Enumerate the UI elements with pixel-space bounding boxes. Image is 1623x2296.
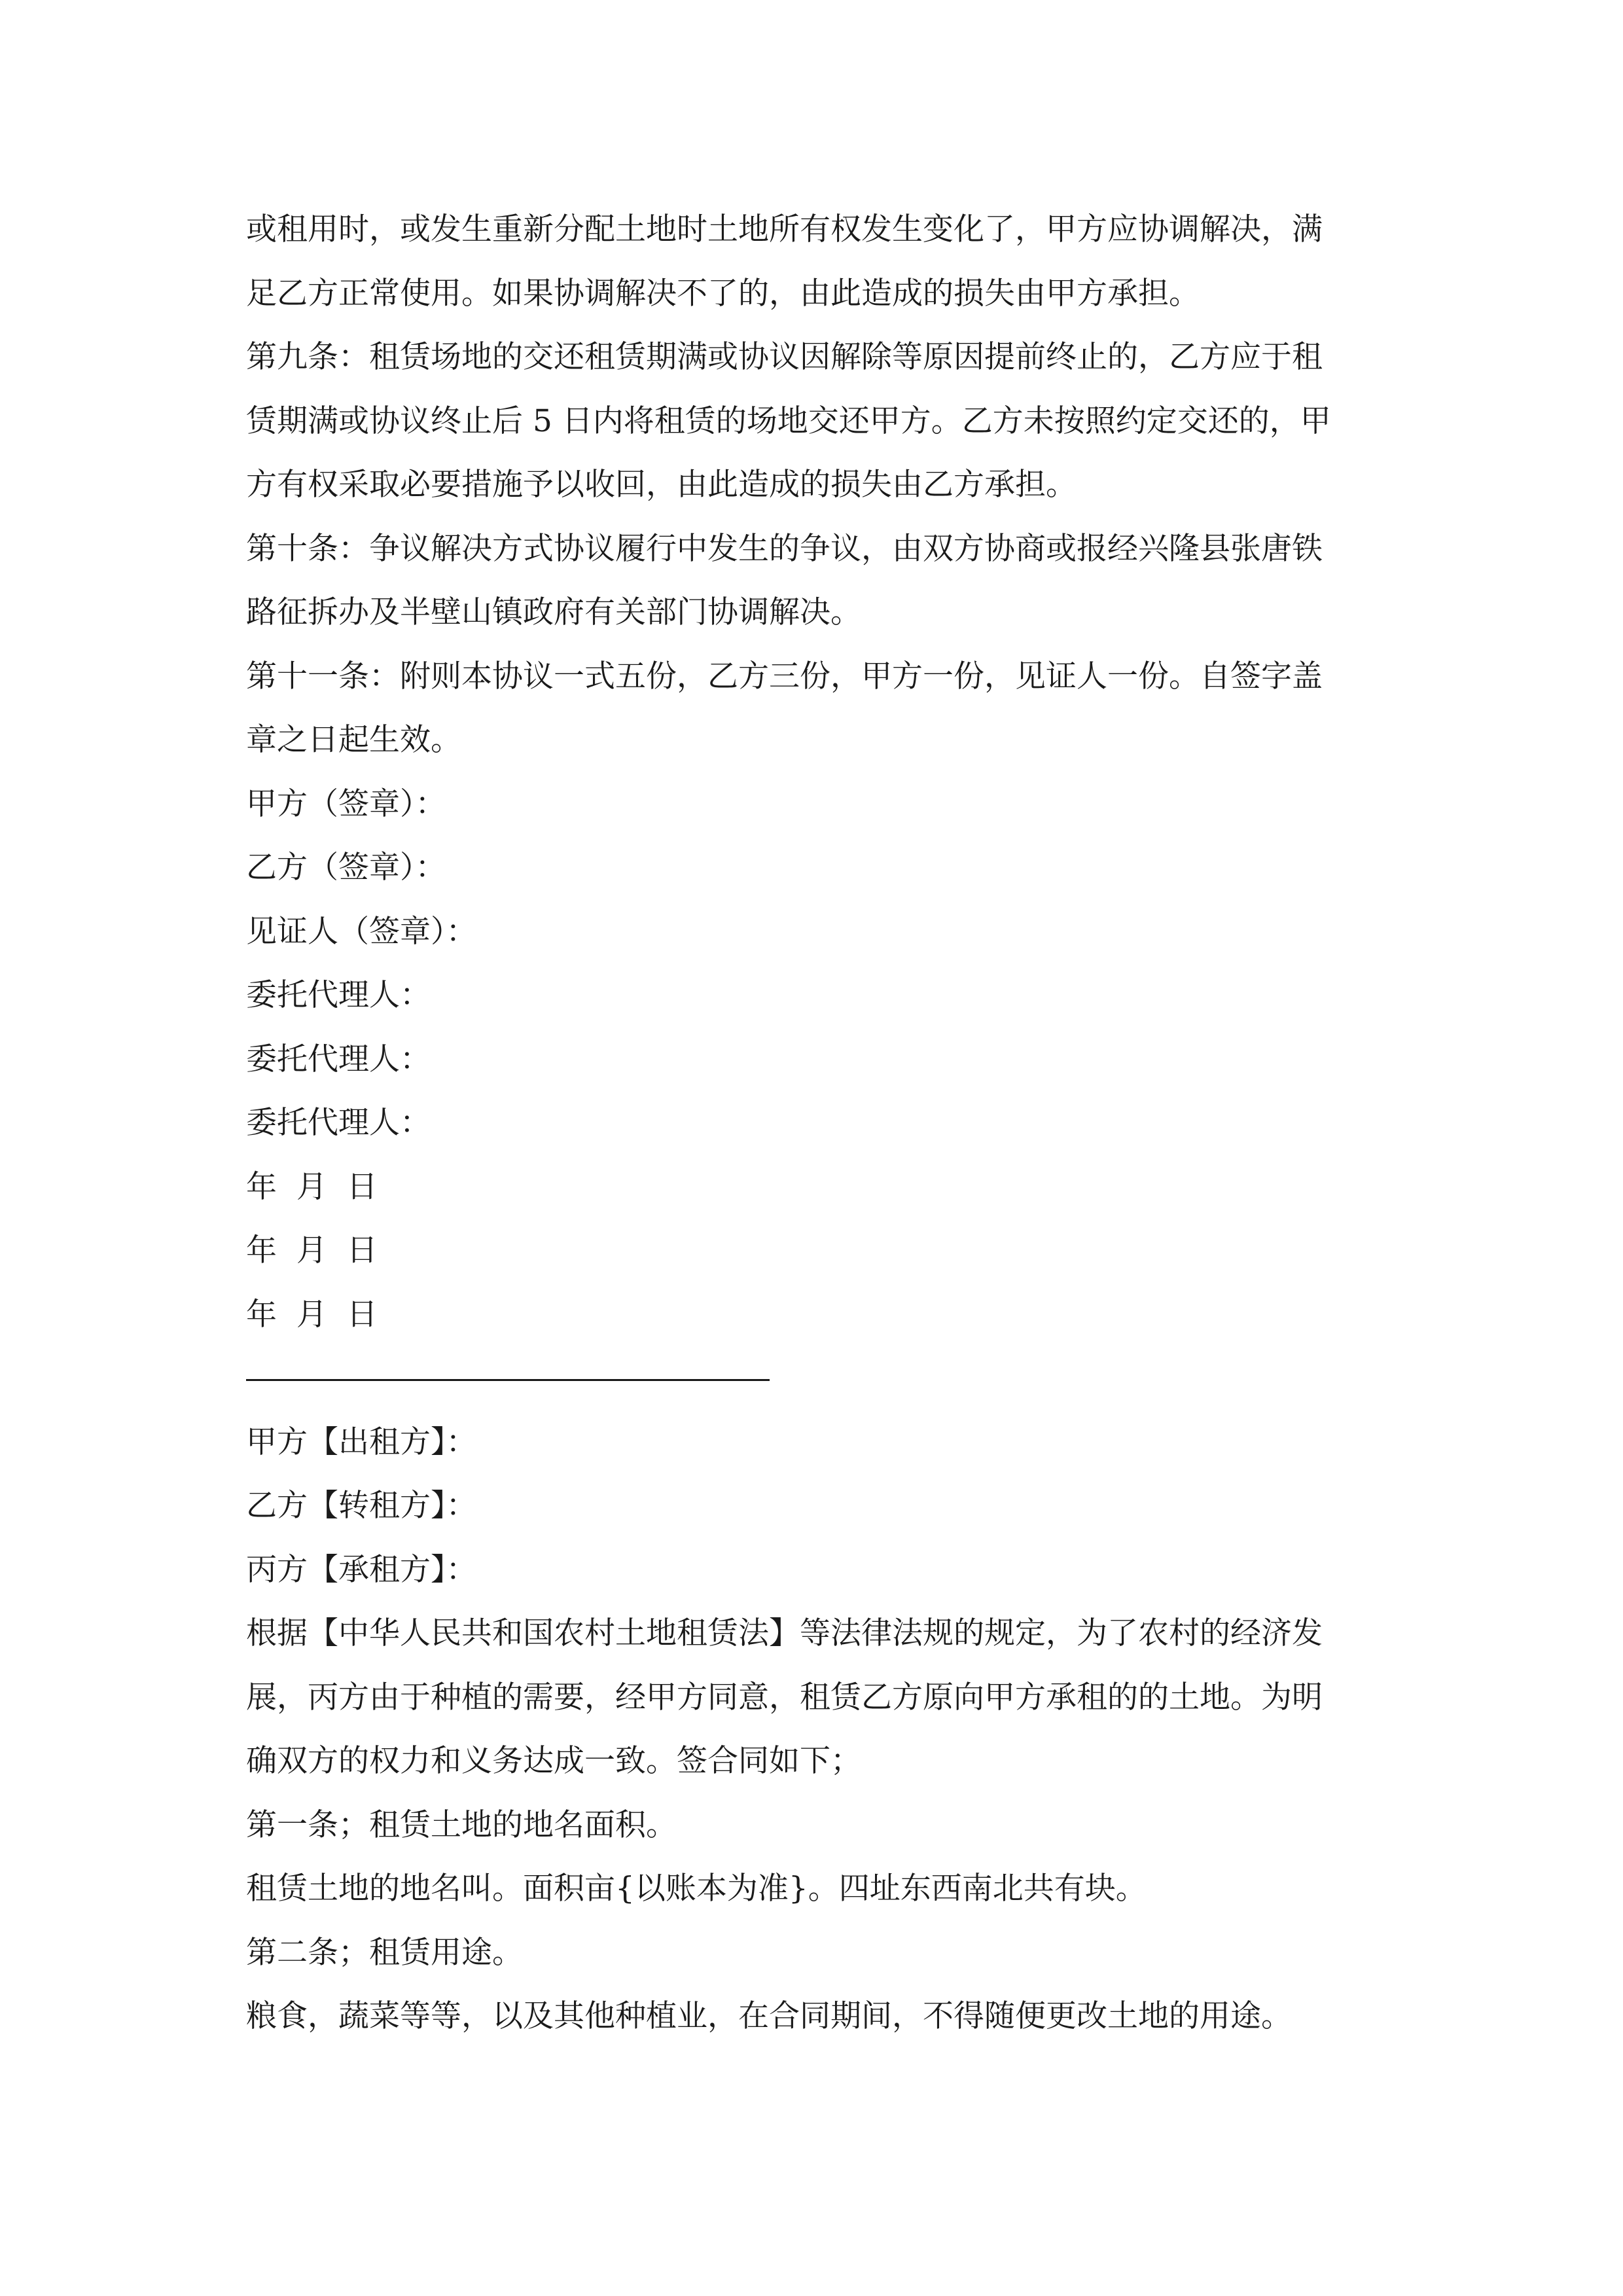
- text-line: 第十一条：附则本协议一式五份，乙方三份，甲方一份，见证人一份。自签字盖: [246, 658, 1323, 694]
- section-divider: [246, 1346, 770, 1410]
- sublessor-line: 乙方【转租方】：: [246, 1488, 477, 1524]
- paragraph-clause-8-continued: [246, 198, 1378, 325]
- text-line: 展，丙方由于种植的需要，经甲方同意，租赁乙方原向甲方承租的的土地。为明: [246, 1679, 1323, 1715]
- paragraph-article-2: [246, 1921, 1378, 2049]
- parties-block: [246, 1410, 1378, 1602]
- text-line: 章之日起生效。: [246, 722, 461, 758]
- paragraph-clause-9: [246, 325, 1378, 517]
- text-line: 或租用时，或发生重新分配土地时土地所有权发生变化了，甲方应协调解决，满: [246, 211, 1323, 247]
- article-heading: 第二条；租赁用途。: [246, 1934, 523, 1971]
- text-line: 粮食，蔬菜等等，以及其他种植业，在合同期间，不得随便更改土地的用途。: [246, 1998, 1292, 2034]
- text-line: 路征拆办及半壁山镇政府有关部门协调解决。: [246, 594, 861, 630]
- party-a-signature-line: 甲方（签章）：: [246, 785, 446, 822]
- agent-line: 委托代理人：: [246, 977, 431, 1013]
- date-line: 年 月 日: [246, 1168, 378, 1205]
- text-line: 足乙方正常使用。如果协调解决不了的，由此造成的损失由甲方承担。: [246, 275, 1200, 312]
- text-line: 第九条：租赁场地的交还租赁期满或协议因解除等原因提前终止的，乙方应于租: [246, 339, 1323, 375]
- text-line: 第十条：争议解决方式协议履行中发生的争议，由双方协商或报经兴隆县张唐铁: [246, 530, 1323, 567]
- text-line: 根据【中华人民共和国农村土地租赁法】等法律法规的规定，为了农村的经济发: [246, 1615, 1323, 1651]
- signature-block: [246, 772, 1378, 1347]
- date-line: 年 月 日: [246, 1232, 378, 1268]
- document-body: [246, 198, 1378, 2049]
- text-line: 租赁土地的地名叫。面积亩{以账本为准}。四址东西南北共有块。: [246, 1871, 1147, 1907]
- lessor-line: 甲方【出租方】：: [246, 1424, 477, 1460]
- date-line: 年 月 日: [246, 1296, 378, 1333]
- agent-line: 委托代理人：: [246, 1105, 431, 1141]
- paragraph-preamble: [246, 1602, 1378, 1793]
- paragraph-article-1: [246, 1793, 1378, 1921]
- party-b-signature-line: 乙方（签章）：: [246, 850, 446, 886]
- text-line: 确双方的权力和义务达成一致。签合同如下；: [246, 1743, 861, 1779]
- witness-signature-line: 见证人（签章）：: [246, 913, 477, 950]
- lessee-line: 丙方【承租方】：: [246, 1551, 477, 1588]
- paragraph-clause-11: [246, 645, 1378, 772]
- agent-line: 委托代理人：: [246, 1041, 431, 1077]
- text-line: 方有权采取必要措施予以收回，由此造成的损失由乙方承担。: [246, 467, 1077, 503]
- text-line: 赁期满或协议终止后 5 日内将租赁的场地交还甲方。乙方未按照约定交还的，甲: [246, 403, 1331, 439]
- paragraph-clause-10: [246, 517, 1378, 645]
- article-heading: 第一条；租赁土地的地名面积。: [246, 1806, 677, 1843]
